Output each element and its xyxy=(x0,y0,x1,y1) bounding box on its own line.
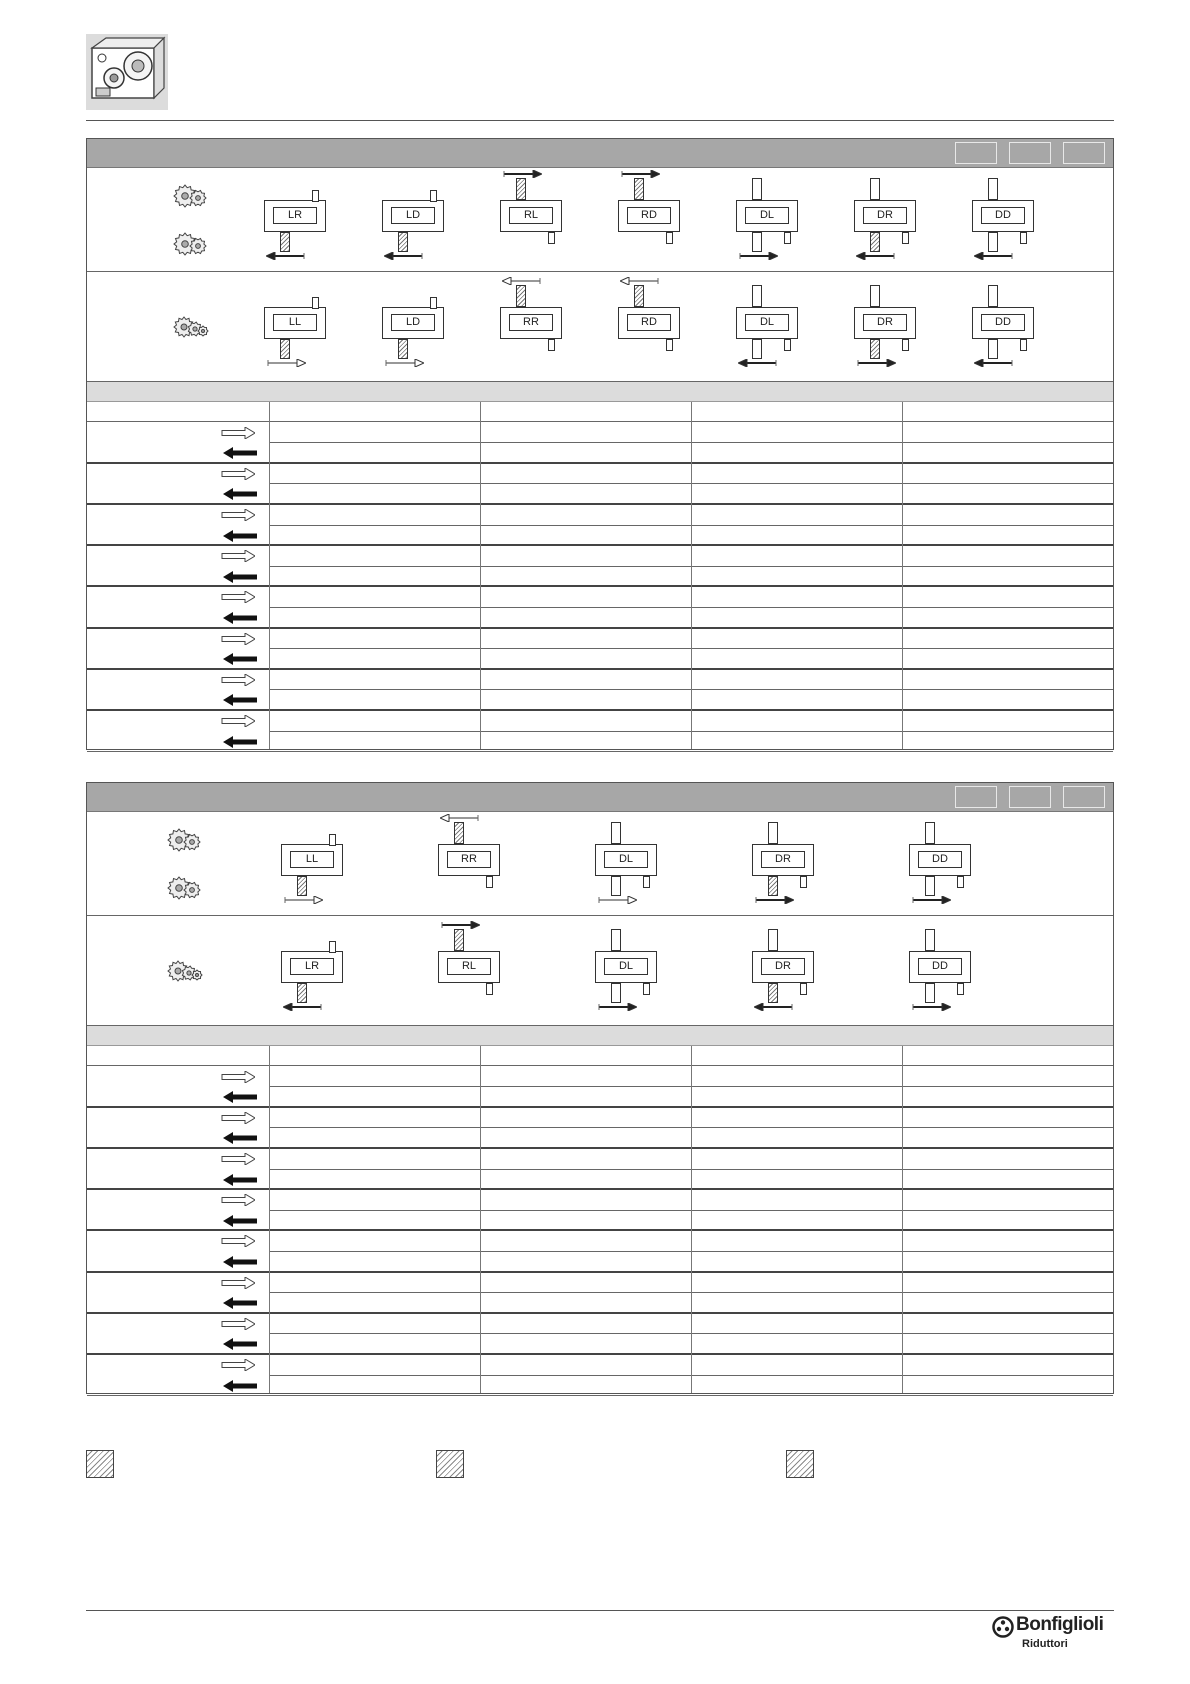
output-shaft xyxy=(611,822,621,844)
output-shaft xyxy=(280,232,290,252)
axial-direction-arrow-icon xyxy=(597,896,637,904)
axial-direction-arrow-icon xyxy=(502,170,542,178)
arrow-right-outline-icon xyxy=(221,1277,255,1289)
output-shaft xyxy=(611,876,621,896)
axial-direction-arrow-icon xyxy=(911,1003,951,1011)
table-column-divider xyxy=(902,1046,903,1393)
gear-unit-arrangement xyxy=(500,272,562,382)
double-gear-icon xyxy=(173,229,209,264)
axial-direction-arrow-icon xyxy=(266,252,306,260)
arrow-left-filled-icon xyxy=(223,1256,257,1268)
input-shaft-stub xyxy=(548,339,555,351)
section-2-header-cell-1 xyxy=(955,786,997,808)
output-shaft xyxy=(870,339,880,359)
arrangement-code-label: DL xyxy=(745,207,789,224)
output-shaft xyxy=(870,178,880,200)
arrow-right-outline-icon xyxy=(221,550,255,562)
arrow-right-outline-icon xyxy=(221,1318,255,1330)
output-shaft xyxy=(752,339,762,359)
axial-direction-arrow-icon xyxy=(502,277,542,285)
output-shaft xyxy=(925,929,935,951)
arrow-left-filled-icon xyxy=(223,612,257,624)
arrangement-code-label: LD xyxy=(391,207,435,224)
output-shaft xyxy=(516,178,526,200)
gear-unit-arrangement xyxy=(595,811,657,916)
output-shaft xyxy=(768,983,778,1003)
gear-unit-arrangement xyxy=(972,272,1034,382)
arrangement-code-label: RL xyxy=(509,207,553,224)
input-shaft-stub xyxy=(902,339,909,351)
table-row xyxy=(87,526,1113,547)
gear-unit-arrangement xyxy=(854,167,916,272)
arrow-left-filled-icon xyxy=(223,1338,257,1350)
arrow-right-outline-icon xyxy=(221,591,255,603)
section-2-header-cell-3 xyxy=(1063,786,1105,808)
input-shaft-stub xyxy=(957,983,964,995)
axial-direction-arrow-icon xyxy=(283,1003,323,1011)
arrow-left-filled-icon xyxy=(223,653,257,665)
gear-unit-arrangement xyxy=(500,167,562,272)
table-row xyxy=(87,567,1113,588)
arrow-left-filled-icon xyxy=(223,736,257,748)
output-shaft xyxy=(634,178,644,200)
input-shaft-stub xyxy=(902,232,909,244)
section-1-header-cell-3 xyxy=(1063,142,1105,164)
output-shaft xyxy=(297,876,307,896)
section-2-header-bar xyxy=(87,783,1113,812)
input-shaft-stub xyxy=(666,339,673,351)
input-shaft-stub xyxy=(312,190,319,202)
arrangement-code-label: DL xyxy=(745,314,789,331)
output-shaft xyxy=(398,232,408,252)
gear-unit-arrangement xyxy=(618,167,680,272)
output-shaft xyxy=(516,285,526,307)
arrow-left-filled-icon xyxy=(223,1380,257,1392)
gear-unit-arrangement xyxy=(736,167,798,272)
output-shaft xyxy=(988,339,998,359)
input-shaft-stub xyxy=(666,232,673,244)
arrow-right-outline-icon xyxy=(221,674,255,686)
output-shaft xyxy=(768,876,778,896)
arrow-right-outline-icon xyxy=(221,1112,255,1124)
arrangement-code-label: RR xyxy=(509,314,553,331)
gear-unit-arrangement xyxy=(382,167,444,272)
table-row xyxy=(87,732,1113,753)
footer-rule xyxy=(86,1610,1114,1611)
gear-unit-arrangement xyxy=(854,272,916,382)
axial-direction-arrow-icon xyxy=(266,359,306,367)
input-shaft-stub xyxy=(643,983,650,995)
output-shaft xyxy=(280,339,290,359)
input-shaft-stub xyxy=(486,983,493,995)
gear-unit-arrangement xyxy=(281,916,343,1026)
output-shaft xyxy=(752,178,762,200)
double-gear-icon xyxy=(167,825,203,860)
input-shaft-stub xyxy=(486,876,493,888)
arrow-left-filled-icon xyxy=(223,1132,257,1144)
table-row xyxy=(87,1087,1113,1108)
brand-logo xyxy=(992,1614,1116,1658)
output-shaft xyxy=(925,822,935,844)
input-shaft-stub xyxy=(329,941,336,953)
table-column-divider xyxy=(691,1046,692,1393)
double-gear-icon xyxy=(173,181,209,216)
table-column-divider xyxy=(269,402,270,749)
output-shaft xyxy=(297,983,307,1003)
arrangement-code-label: DD xyxy=(981,207,1025,224)
section-1-header-cell-1 xyxy=(955,142,997,164)
input-shaft-stub xyxy=(643,876,650,888)
arrangement-code-label: LL xyxy=(290,851,334,868)
arrangement-code-label: RL xyxy=(447,958,491,975)
gear-unit-arrangement xyxy=(264,167,326,272)
arrangement-code-label: RD xyxy=(627,314,671,331)
gear-unit-arrangement xyxy=(618,272,680,382)
axial-direction-arrow-icon xyxy=(620,277,660,285)
output-shaft xyxy=(925,983,935,1003)
arrow-right-outline-icon xyxy=(221,427,255,439)
axial-direction-arrow-icon xyxy=(384,359,424,367)
arrangement-code-label: DD xyxy=(918,851,962,868)
input-shaft-stub xyxy=(784,232,791,244)
section-1-header-cell-2 xyxy=(1009,142,1051,164)
table-column-divider xyxy=(902,402,903,749)
arrow-left-filled-icon xyxy=(223,1091,257,1103)
arrangement-code-label: DR xyxy=(761,851,805,868)
legend-hatch-swatch-1 xyxy=(86,1450,114,1478)
gear-unit-arrangement xyxy=(438,811,500,916)
arrangement-code-label: DR xyxy=(863,314,907,331)
table-row xyxy=(87,1211,1113,1232)
output-shaft xyxy=(398,339,408,359)
axial-direction-arrow-icon xyxy=(440,921,480,929)
section-1-header-bar xyxy=(87,139,1113,168)
gear-unit-arrangement xyxy=(752,811,814,916)
gear-unit-arrangement xyxy=(281,811,343,916)
arrow-left-filled-icon xyxy=(223,1215,257,1227)
output-shaft xyxy=(611,929,621,951)
table-row xyxy=(87,690,1113,711)
table-row xyxy=(87,608,1113,629)
output-shaft xyxy=(768,929,778,951)
axial-direction-arrow-icon xyxy=(754,1003,794,1011)
section-1-arrangement-row-b xyxy=(87,272,1113,382)
axial-direction-arrow-icon xyxy=(738,359,778,367)
output-shaft xyxy=(870,232,880,252)
table-row xyxy=(87,1293,1113,1314)
gear-unit-arrangement xyxy=(264,272,326,382)
axial-direction-arrow-icon xyxy=(440,814,480,822)
output-shaft xyxy=(988,232,998,252)
axial-direction-arrow-icon xyxy=(911,896,951,904)
brand-name: Bonfiglioli xyxy=(1016,1614,1104,1635)
gear-unit-arrangement xyxy=(909,916,971,1026)
table-row xyxy=(87,649,1113,670)
arrangement-code-label: DD xyxy=(981,314,1025,331)
triple-gear-icon xyxy=(173,312,209,347)
arrow-right-outline-icon xyxy=(221,509,255,521)
section-2-arrangement-row-b xyxy=(87,916,1113,1026)
input-shaft-stub xyxy=(800,876,807,888)
input-shaft-stub xyxy=(1020,339,1027,351)
section-1-panel xyxy=(86,138,1114,750)
table-header-row xyxy=(87,1046,1113,1066)
gear-unit-arrangement xyxy=(752,916,814,1026)
arrangement-code-label: LD xyxy=(391,314,435,331)
legend-hatch-swatch-3 xyxy=(786,1450,814,1478)
input-shaft-stub xyxy=(784,339,791,351)
axial-direction-arrow-icon xyxy=(620,170,660,178)
output-shaft xyxy=(752,232,762,252)
arrow-left-filled-icon xyxy=(223,1297,257,1309)
gear-unit-arrangement xyxy=(972,167,1034,272)
table-column-divider xyxy=(480,402,481,749)
table-row xyxy=(87,1376,1113,1397)
gear-unit-arrangement xyxy=(909,811,971,916)
arrangement-code-label: LR xyxy=(290,958,334,975)
section-2-header-cell-2 xyxy=(1009,786,1051,808)
arrangement-code-label: DD xyxy=(918,958,962,975)
gearbox-product-icon xyxy=(86,34,168,110)
table-row xyxy=(87,484,1113,505)
arrow-left-filled-icon xyxy=(223,694,257,706)
axial-direction-arrow-icon xyxy=(597,1003,637,1011)
output-shaft xyxy=(988,285,998,307)
output-shaft xyxy=(454,822,464,844)
table-column-divider xyxy=(480,1046,481,1393)
input-shaft-stub xyxy=(430,297,437,309)
arrow-right-outline-icon xyxy=(221,1359,255,1371)
gear-unit-arrangement xyxy=(595,916,657,1026)
arrow-right-outline-icon xyxy=(221,1235,255,1247)
gear-unit-arrangement xyxy=(382,272,444,382)
brand-subtitle: Riduttori xyxy=(1022,1638,1068,1650)
table-row xyxy=(87,1252,1113,1273)
arrow-right-outline-icon xyxy=(221,633,255,645)
input-shaft-stub xyxy=(1020,232,1027,244)
arrow-right-outline-icon xyxy=(221,1194,255,1206)
output-shaft xyxy=(454,929,464,951)
axial-direction-arrow-icon xyxy=(283,896,323,904)
arrangement-code-label: LR xyxy=(273,207,317,224)
arrangement-code-label: RR xyxy=(447,851,491,868)
arrow-left-filled-icon xyxy=(223,530,257,542)
logo-mark-icon xyxy=(992,1616,1014,1638)
double-gear-icon xyxy=(167,873,203,908)
arrow-right-outline-icon xyxy=(221,1071,255,1083)
axial-direction-arrow-icon xyxy=(754,896,794,904)
axial-direction-arrow-icon xyxy=(974,252,1014,260)
section-1-arrangement-row-a xyxy=(87,167,1113,272)
section-2-panel xyxy=(86,782,1114,1394)
arrow-left-filled-icon xyxy=(223,447,257,459)
output-shaft xyxy=(925,876,935,896)
axial-direction-arrow-icon xyxy=(738,252,778,260)
arrangement-code-label: DR xyxy=(863,207,907,224)
triple-gear-icon xyxy=(167,956,203,991)
output-shaft xyxy=(634,285,644,307)
arrangement-code-label: LL xyxy=(273,314,317,331)
output-shaft xyxy=(752,285,762,307)
section-2-arrangement-row-a xyxy=(87,811,1113,916)
output-shaft xyxy=(768,822,778,844)
arrow-left-filled-icon xyxy=(223,571,257,583)
arrow-right-outline-icon xyxy=(221,468,255,480)
arrow-right-outline-icon xyxy=(221,715,255,727)
axial-direction-arrow-icon xyxy=(974,359,1014,367)
table-column-divider xyxy=(269,1046,270,1393)
section-1-table-subheader xyxy=(87,382,1113,402)
arrangement-code-label: DL xyxy=(604,851,648,868)
legend-hatch-swatch-2 xyxy=(436,1450,464,1478)
output-shaft xyxy=(988,178,998,200)
table-row xyxy=(87,1170,1113,1191)
arrangement-code-label: DL xyxy=(604,958,648,975)
input-shaft-stub xyxy=(548,232,555,244)
table-column-divider xyxy=(691,402,692,749)
axial-direction-arrow-icon xyxy=(384,252,424,260)
arrow-left-filled-icon xyxy=(223,488,257,500)
table-row xyxy=(87,1334,1113,1355)
input-shaft-stub xyxy=(329,834,336,846)
arrangement-code-label: RD xyxy=(627,207,671,224)
input-shaft-stub xyxy=(430,190,437,202)
section-2-table-subheader xyxy=(87,1026,1113,1046)
axial-direction-arrow-icon xyxy=(856,252,896,260)
arrangement-code-label: DR xyxy=(761,958,805,975)
output-shaft xyxy=(611,983,621,1003)
table-row xyxy=(87,443,1113,464)
input-shaft-stub xyxy=(957,876,964,888)
axial-direction-arrow-icon xyxy=(856,359,896,367)
header-rule xyxy=(86,120,1114,121)
table-row xyxy=(87,1128,1113,1149)
output-shaft xyxy=(870,285,880,307)
input-shaft-stub xyxy=(800,983,807,995)
gear-unit-arrangement xyxy=(736,272,798,382)
table-header-row xyxy=(87,402,1113,422)
gear-unit-arrangement xyxy=(438,916,500,1026)
arrow-right-outline-icon xyxy=(221,1153,255,1165)
arrow-left-filled-icon xyxy=(223,1174,257,1186)
input-shaft-stub xyxy=(312,297,319,309)
